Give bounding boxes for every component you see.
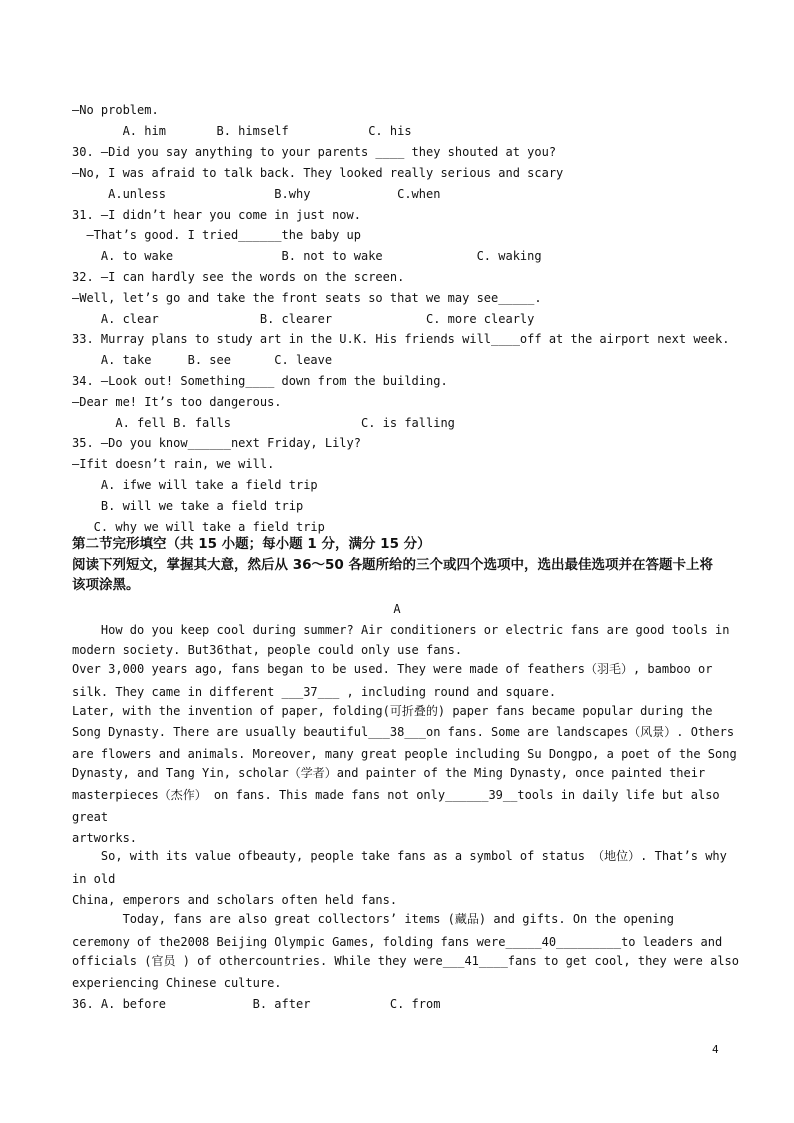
answer-options: A. him B. himself C. his <box>72 124 412 138</box>
passage-label: A <box>393 602 401 616</box>
answer-option-c: C. why we will take a field trip <box>72 520 325 534</box>
question-33: 33. Murray plans to study art in the U.K. His friends will____off at the airport next week. <box>72 332 730 346</box>
dialogue-line: —Ifit doesn’t rain, we will. <box>72 457 275 471</box>
passage-line: China, emperors and scholars often held fans. <box>72 893 398 907</box>
passage-line: modern society. But36that, people could only use fans. <box>72 643 463 657</box>
question-36-options: 36. A. before B. after C. from <box>72 997 441 1011</box>
passage-line: How do you keep cool during summer? Air conditioners or electric fans are good tools in <box>72 623 730 637</box>
passage-line: silk. They came in different ___37___ , including round and square. <box>72 685 557 699</box>
passage-line: Dynasty, and Tang Yin, scholar（学者）and painter of the Ming Dynasty, once painted their <box>72 766 706 780</box>
dialogue-line: —Well, let’s go and take the front seats so that we may see_____. <box>72 291 542 305</box>
passage-line: Later, with the invention of paper, folding(可折叠的) paper fans became popular during the <box>72 704 713 718</box>
passage-line: Song Dynasty. There are usually beautiful___38___on fans. Some are landscapes（风景）. Others <box>72 725 735 739</box>
passage-line: officials (官员 ) of othercountries. While they were___41____fans to get cool, they were also <box>72 954 739 968</box>
answer-option-b: B. will we take a field trip <box>72 499 304 513</box>
dialogue-line: —No problem. <box>72 103 159 117</box>
answer-options: A. fell B. falls C. is falling <box>72 416 455 430</box>
passage-line: So, with its value ofbeauty, people take fans as a symbol of status （地位）. That’s why <box>72 849 727 863</box>
question-35: 35. —Do you know______next Friday, Lily? <box>72 436 361 450</box>
dialogue-line: —That’s good. I tried______the baby up <box>72 228 361 242</box>
passage-line: experiencing Chinese culture. <box>72 976 282 990</box>
passage-line: are flowers and animals. Moreover, many great people including Su Dongpo, a poet of the Song <box>72 747 737 761</box>
section-instruction-cont: 该项涂黑。 <box>72 577 140 593</box>
passage-line: Today, fans are also great collectors’ items (藏品) and gifts. On the opening <box>72 912 674 926</box>
page-number: 4 <box>712 1043 719 1056</box>
answer-options: A.unless B.why C.when <box>72 187 441 201</box>
dialogue-line: —No, I was afraid to talk back. They looked really serious and scary <box>72 166 564 180</box>
question-32: 32. —I can hardly see the words on the screen. <box>72 270 405 284</box>
passage-line: ceremony of the2008 Beijing Olympic Games, folding fans were_____40_________to leaders and <box>72 935 723 949</box>
passage-line: in old <box>72 872 116 886</box>
passage-line: great <box>72 810 109 824</box>
answer-option-a: A. ifwe will take a field trip <box>72 478 318 492</box>
passage-line: Over 3,000 years ago, fans began to be used. They were made of feathers（羽毛）, bamboo or <box>72 662 713 676</box>
section-instruction: 阅读下列短文，掌握其大意，然后从 36～50 各题所给的三个或四个选项中，选出最佳选项并在答题卡上将 <box>72 557 713 573</box>
passage-line: masterpieces（杰作） on fans. This made fans not only______39__tools in daily life but also <box>72 788 720 802</box>
dialogue-line: —Dear me! It’s too dangerous. <box>72 395 282 409</box>
passage-line: artworks. <box>72 831 138 845</box>
question-34: 34. —Look out! Something____ down from the building. <box>72 374 448 388</box>
section-title: 第二节完形填空（共 15 小题；每小题 1 分，满分 15 分） <box>72 536 431 552</box>
answer-options: A. to wake B. not to wake C. waking <box>72 249 542 263</box>
answer-options: A. clear B. clearer C. more clearly <box>72 312 535 326</box>
question-31: 31. —I didn’t hear you come in just now. <box>72 208 361 222</box>
answer-options: A. take B. see C. leave <box>72 353 333 367</box>
question-30: 30. —Did you say anything to your parents ____ they shouted at you? <box>72 145 557 159</box>
